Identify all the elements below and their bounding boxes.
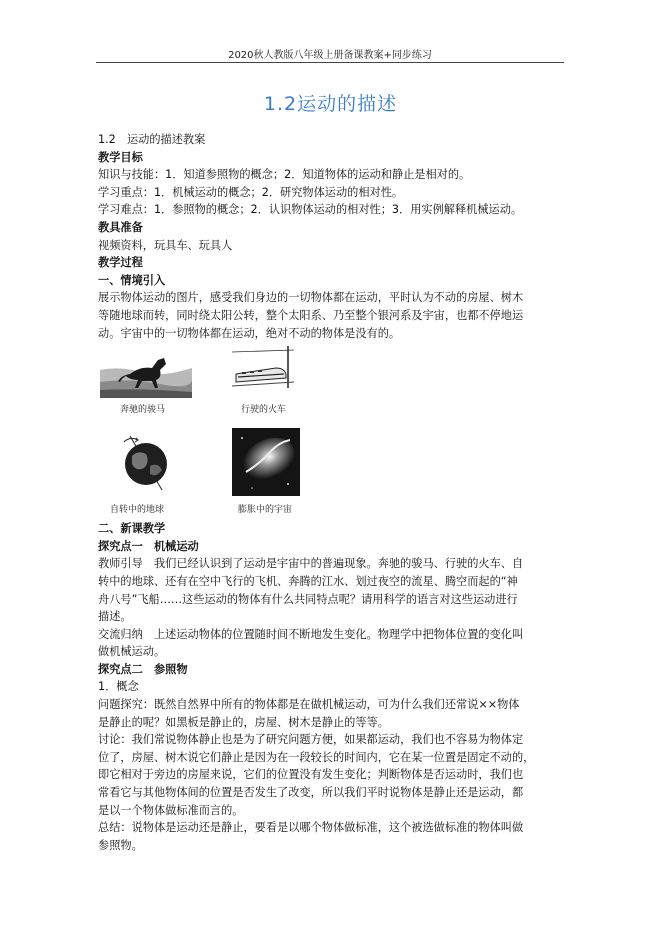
paragraph-line: 问题探究：既然自然界中所有的物体都是在做机械运动，可为什么我们还常说××物体 xyxy=(98,698,520,712)
paragraph-line: 展示物体运动的图片，感受我们身边的一切物体都在运动，平时认为不动的房屋、树木 xyxy=(98,291,524,305)
paragraph-line: 即它相对于旁边的房屋来说，它们的位置没有发生变化；判断物体是否运动时，我们也 xyxy=(98,768,524,782)
section-heading-tools: 教具准备 xyxy=(98,220,143,234)
paragraph-line: 动。宇宙中的一切物体都在运动，绝对不动的物体是没有的。 xyxy=(98,326,401,340)
universe-image xyxy=(232,428,300,496)
caption-horse: 奔驰的骏马 xyxy=(120,405,166,416)
paragraph-line: 讨论：我们常说物体静止也是为了研究问题方便，如果都运动，我们也不容易为物体定 xyxy=(98,733,524,747)
paragraph-line: 转中的地球、还有在空中飞行的飞机、奔腾的江水、划过夜空的流星、腾空而起的“神 xyxy=(98,574,518,588)
subheading-intro: 一、情境引入 xyxy=(98,273,166,287)
concept-label: 1．概念 xyxy=(98,680,139,694)
figure-grid xyxy=(98,342,566,520)
explore-point-1: 探究点一 机械运动 xyxy=(98,539,199,553)
caption-earth: 自转中的地球 xyxy=(110,505,165,516)
paragraph-line: 常看它与其他物体间的位置是否发生了改变，所以我们平时说物体是静止还是运动，都 xyxy=(98,786,524,800)
paragraph-line: 是以一个物体做标准而言的。 xyxy=(98,803,244,817)
train-image xyxy=(232,344,294,398)
paragraph-line: 做机械运动。 xyxy=(98,645,166,659)
difficulties-line: 学习难点：1．参照物的概念；2．认识物体运动的相对性；3．用实例解释机械运动。 xyxy=(98,203,523,217)
paragraph-line: 等随地球而转，同时绕太阳公转，整个太阳系、乃至整个银河系及宇宙，也都不停地运 xyxy=(98,308,524,322)
subheading-new-lesson: 二、新课教学 xyxy=(98,522,166,536)
caption-universe: 膨胀中的宇宙 xyxy=(238,505,293,516)
intro-line: 1.2 运动的描述教案 xyxy=(98,133,206,146)
paragraph-line: 位了，房屋、树木说它们静止是因为在一段较长的时间内，它在某一位置是固定不动的， xyxy=(98,750,535,764)
earth-image xyxy=(116,432,176,492)
paragraph-line: 描述。 xyxy=(98,610,132,624)
paragraph-line: 参照物。 xyxy=(98,838,143,852)
paragraph-line: 总结：说物体是运动还是静止，要看是以哪个物体做标准，这个被选做标准的物体叫做 xyxy=(98,821,524,835)
header-divider xyxy=(96,62,564,63)
goal-line: 知识与技能：1．知道参照物的概念；2．知道物体的运动和静止是相对的。 xyxy=(98,168,471,182)
document-body xyxy=(98,131,566,854)
caption-train: 行驶的火车 xyxy=(241,405,287,416)
key-points-line: 学习重点：1．机械运动的概念；2．研究物体运动的相对性。 xyxy=(98,185,404,199)
explore-point-2: 探究点二 参照物 xyxy=(98,662,188,676)
section-heading-goal: 教学目标 xyxy=(98,150,143,164)
section-heading-process: 教学过程 xyxy=(98,256,143,270)
paragraph-line: 是静止的呢？如黑板是静止的，房屋、树木是静止的等等。 xyxy=(98,715,389,729)
paragraph-line: 教师引导 我们已经认识到了运动是宇宙中的普遍现象。奔驰的骏马、行驶的火车、自 xyxy=(98,557,524,571)
page-title: 1.2运动的描述 xyxy=(263,93,398,115)
tools-line: 视频资料，玩具车、玩具人 xyxy=(98,238,233,252)
page-header: 2020秋人教版八年级上册备课教案+同步练习 xyxy=(228,50,432,61)
paragraph-line: 交流归纳 上述运动物体的位置随时间不断地发生变化。物理学中把物体位置的变化叫 xyxy=(98,627,524,641)
paragraph-line: 舟八号”飞船……这些运动的物体有什么共同特点呢？请用科学的语言对这些运动进行 xyxy=(98,592,518,606)
horse-image xyxy=(100,348,192,398)
